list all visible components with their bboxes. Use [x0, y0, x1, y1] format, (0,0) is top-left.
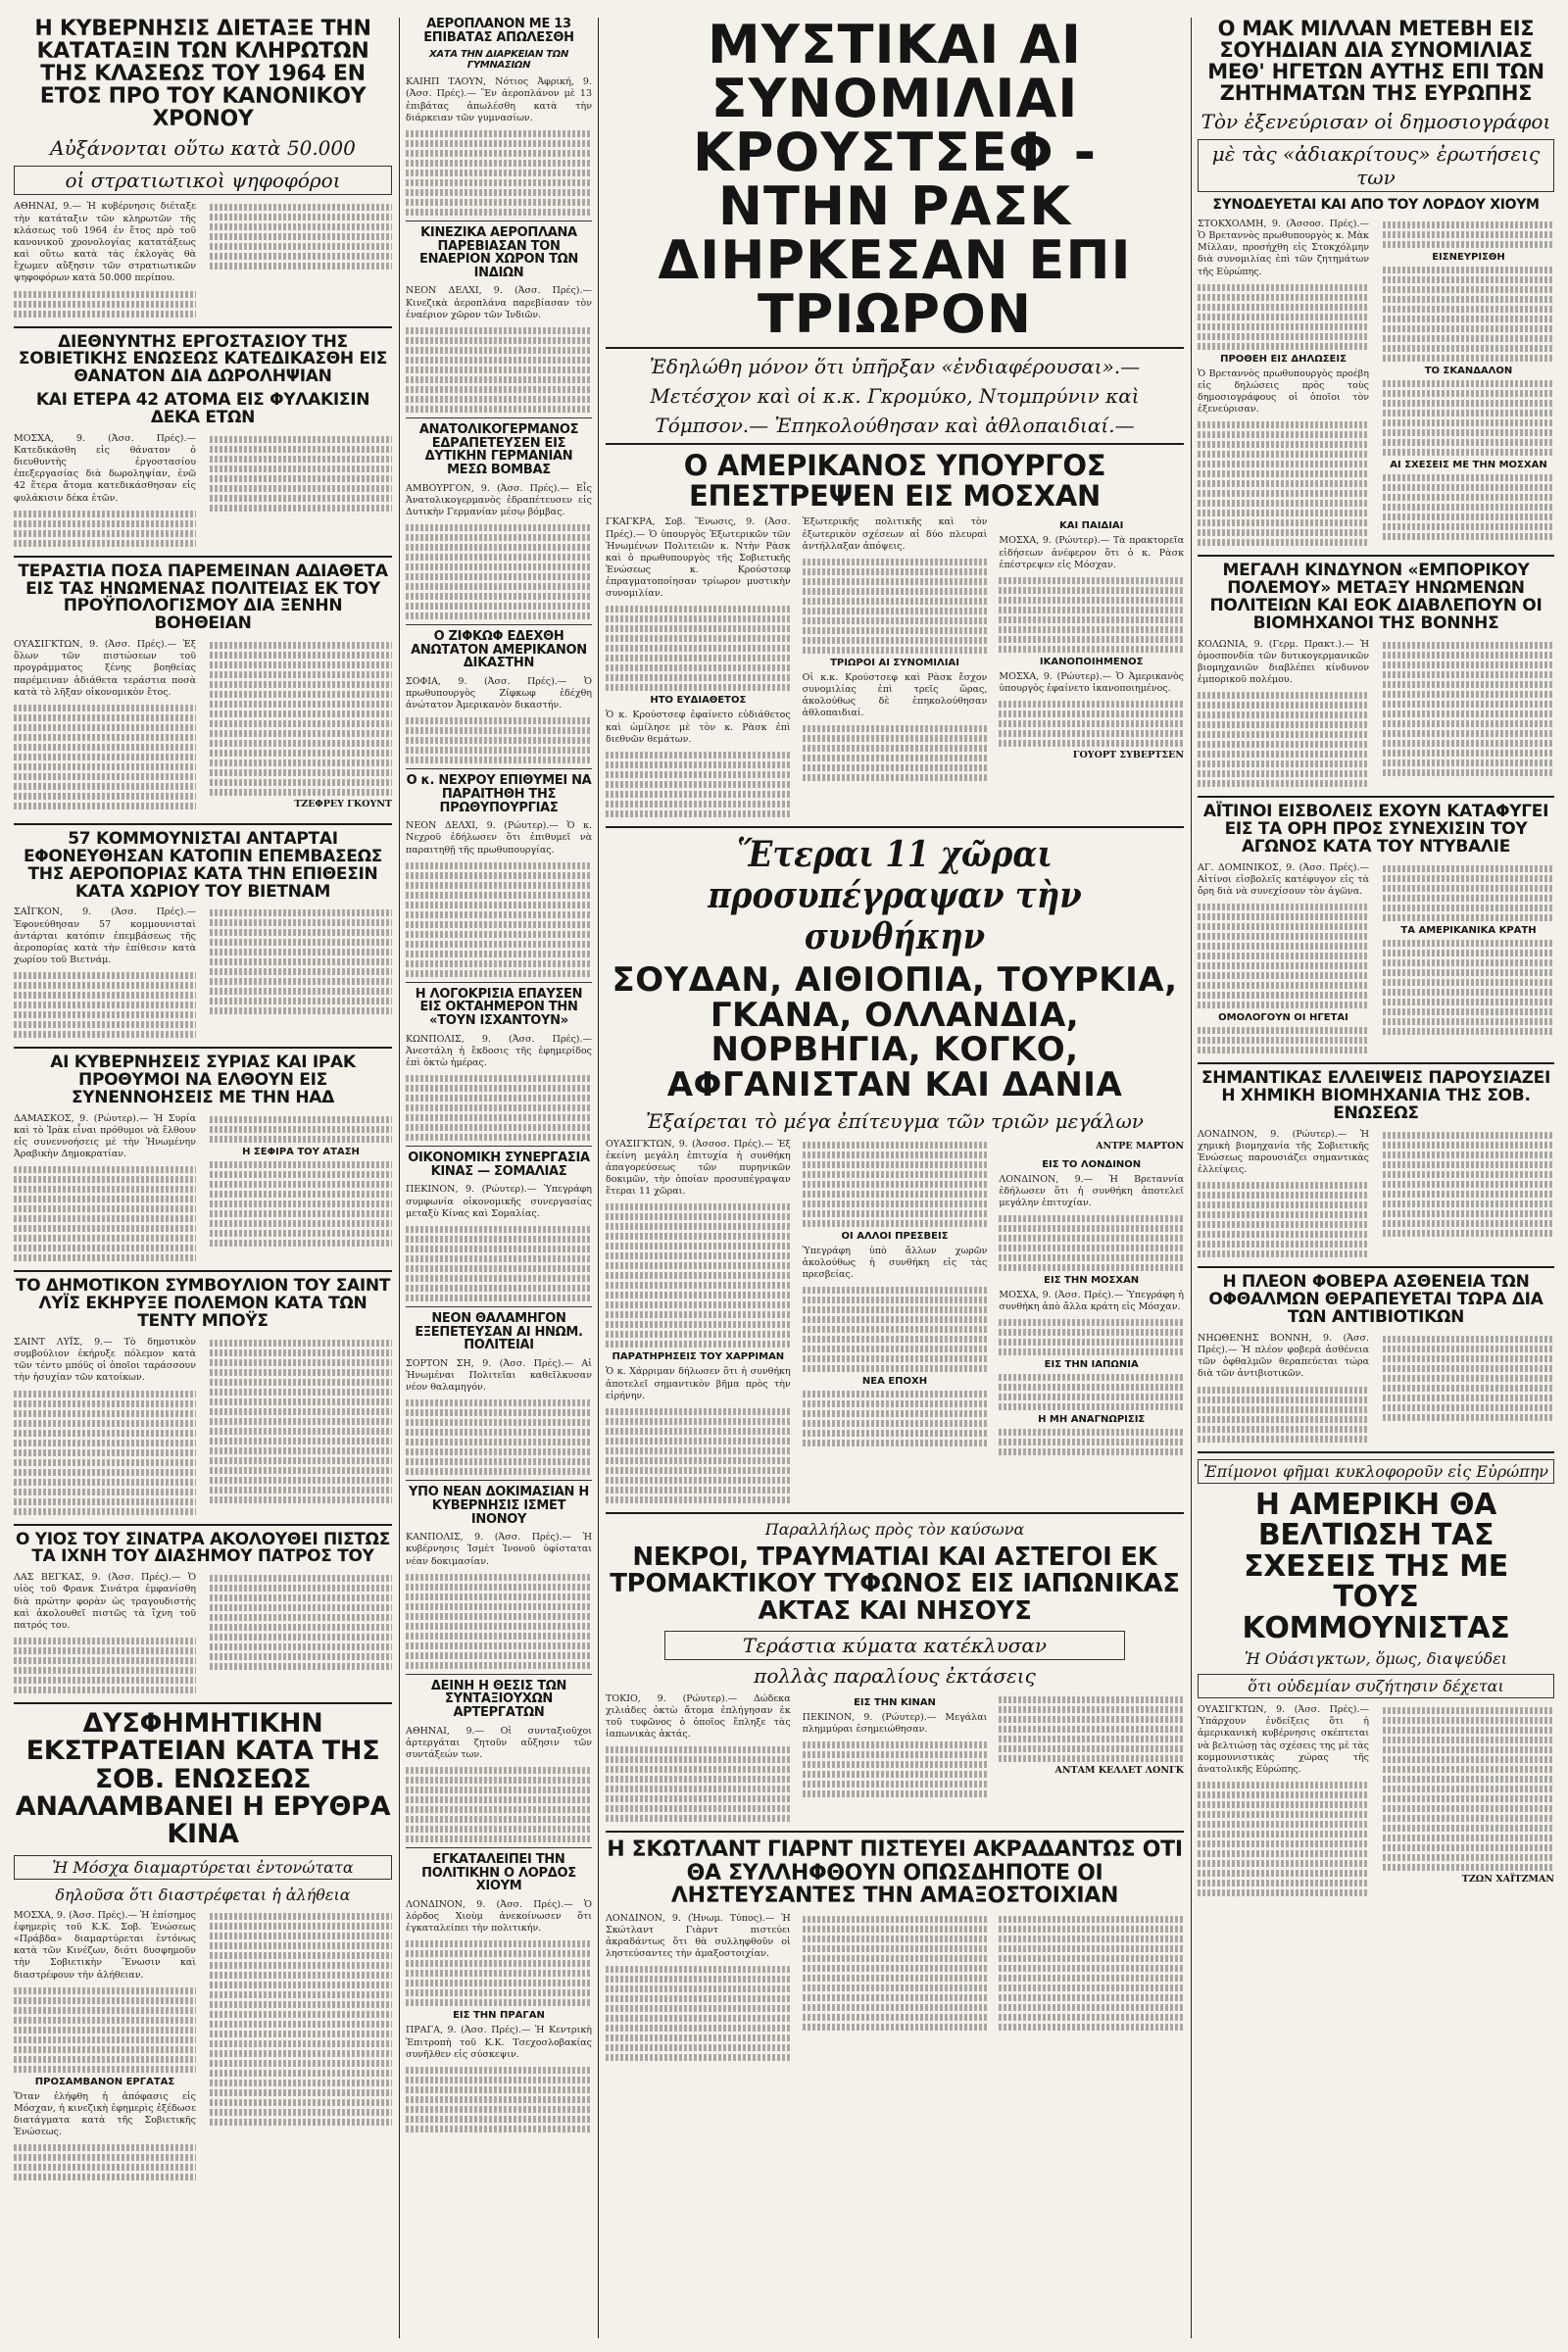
article-text: ΛΑΣ ΒΕΓΚΑΣ, 9. (Ἀσσ. Πρές).— Ὁ υἱὸς τοῦ Φρανκ Σινάτρα ἐμφανίσθη διὰ πρώτην φορὰν ὡς τραγουδιστὴς καὶ ἀκολουθεῖ πιστῶς τὰ ἴχνη τοῦ πατρός του. — [14, 1572, 196, 1631]
subheadline: οἱ στρατιωτικοὶ ψηφοφόροι — [14, 166, 392, 195]
headline-zhivkov: Ο ΖΙΦΚΩΦ ΕΔΕΧΘΗ ΑΝΩΤΑΤΟΝ ΑΜΕΡΙΚΑΝΟΝ ΔΙΚΑΣΤΗΝ — [411, 628, 587, 671]
headline-chinese-planes: ΚΙΝΕΖΙΚΑ ΑΕΡΟΠΛΑΝΑ ΠΑΡΕΒΙΑΣΑΝ ΤΟΝ ΕΝΑΕΡΙΟΝ ΧΩΡΟΝ ΤΩΝ ΙΝΔΙΩΝ — [419, 224, 578, 280]
byline: ΤΖΩΝ ΧΑΪΤΖΜΑΝ — [1461, 1874, 1554, 1886]
section-label: ΤΡΙΩΡΟΙ ΑΙ ΣΥΝΟΜΙΛΙΑΙ — [830, 657, 959, 668]
article-text: ΛΟΝΔΙΝΟΝ, 9. (Ἀσσ. Πρές).— Ὁ λόρδος Χιοὺμ ἀνεκοίνωσεν ὅτι ἐγκαταλείπει τὴν πολιτικήν. — [406, 1898, 592, 1935]
byline: ΓΟΥΟΡΤ ΣΥΒΕΡΤΣΕΝ — [1072, 750, 1185, 761]
section-label: ΤΟ ΣΚΑΝΔΑΛΟΝ — [1424, 365, 1513, 376]
article-text: ΟΥΑΣΙΓΚΤΩΝ, 9. (Ἀσσοσ. Πρές).— Ἐξ ἐκείνη μεγάλη ἐπιτυχία ἡ συνθήκη ἀπαγορεύσεως τῶν πυρηνικῶν δοκιμῶν, τὴν ὁποίαν προσυπέγραψαν ἕτεραι 11 χῶραι. — [606, 1138, 791, 1198]
subheadline: Ἡ Οὐάσιγκτων, ὅμως, διαψεύδει — [1245, 1649, 1507, 1669]
headline-lord-home: ΕΓΚΑΤΑΛΕΙΠΕΙ ΤΗΝ ΠΟΛΙΤΙΚΗΝ Ο ΛΟΡΔΟΣ ΧΙΟΥΜ — [421, 1852, 576, 1894]
subheadline: Τὸν ἐξενεύρισαν οἱ δημοσιογράφοι — [1200, 110, 1551, 134]
subheadline: ΚΑΙ ΕΤΕΡΑ 42 ΑΤΟΜΑ ΕΙΣ ΦΥΛΑΚΙΣΙΝ ΔΕΚΑ ΕΤΩΝ — [35, 390, 370, 427]
article-text: ΣΟΦΙΑ, 9. (Ἀσσ. Πρές).— Ὁ πρωθυπουργὸς Ζίφκωφ ἐδέχθη ἀνώτατον Ἀμερικανὸν δικαστήν. — [406, 675, 592, 711]
section-label: ΕΙΣ ΤΗΝ ΙΑΠΩΝΙΑ — [1044, 1359, 1139, 1371]
article-text: ΣΤΟΚΧΟΛΜΗ, 9. (Ἀσσοσ. Πρές).— Ὁ Βρεταννὸς πρωθυπουργὸς κ. Μὰκ Μίλλαν, προσήχθη εἰς Στοκχόλμην διὰ συνομιλίας ἐπὶ τῶν ζητημάτων τῆς Εὐρώπης. — [1198, 218, 1369, 277]
article-text: ΑΘΗΝΑΙ, 9.— Ἡ κυβέρνησις διέταξε τὴν κατάταξιν τῶν κληρωτῶν τῆς κλάσεως τοῦ 1964 ἐν ἔτος πρὸ τοῦ κανονικοῦ χρονολογίας κατατάξεως καὶ οὕτω κατὰ τὰς ἐκλογὰς θὰ ἔχωμεν αὔξησιν τῶν στρατιωτικῶν ψηφοφόρων κατὰ 50.000 περίπου. — [14, 201, 196, 284]
section-label: ΝΕΑ ΕΠΟΧΗ — [861, 1376, 928, 1388]
article-text: Ὅταν ἐλήφθη ἡ ἀπόφασις εἰς Μόσχαν, ἡ κινεζικὴ ἐφημερὶς ἐξέδωσε διατάγματα κατὰ τῆς Σοβιετικῆς Ἑνώσεως. — [14, 2090, 196, 2138]
headline-chemical: ΣΗΜΑΝΤΙΚΑΣ ΕΛΛΕΙΨΕΙΣ ΠΑΡΟΥΣΙΑΖΕΙ Η ΧΗΜΙΚΗ ΒΙΟΜΗΧΑΝΙΑ ΤΗΣ ΣΟΒ. ΕΝΩΣΕΩΣ — [1200, 1068, 1551, 1123]
article-text: Ὁ κ. Χάρριμαν δήλωσεν ὅτι ἡ συνθήκη ἀποτελεῖ σημαντικὸν βῆμα πρὸς τὴν εἰρήνην. — [606, 1366, 791, 1401]
article-text: ΠΡΑΓΑ, 9. (Ἀσσ. Πρές).— Ἡ Κεντρικὴ Ἐπιτροπὴ τοῦ Κ.Κ. Τσεχοσλοβακίας συνῆλθεν εἰς σύσκεψιν. — [406, 2025, 592, 2060]
article-text: ΟΥΑΣΙΓΚΤΩΝ, 9. (Ἀσσ. Πρές).— Ἐξ ὅλων τῶν πιστώσεων τοῦ προγράμματος ξένης βοηθείας παρέμειναν ἀδιάθετα τεράστια ποσὰ κατὰ τὸ λῆξαν οἰκονομικὸν ἔτος. — [14, 639, 196, 698]
article-text: ΓΚΑΓΚΡΑ, Σοβ. Ἕνωσις, 9. (Ἀσσ. Πρές).— Ὁ ὑπουργὸς Ἐξωτερικῶν τῶν Ἡνωμένων Πολιτειῶν κ. Ντὴν Ρὰσκ καὶ ὁ πρωθυπουργὸς τῆς Σοβιετικῆς Ἑνώσεως κ. Κρούστσεφ ἐπραγματοποίησαν τρίωρον μυστικὴν συνομιλίαν. — [606, 516, 791, 600]
section-label: ΠΡΟΣΑΜΒΑΝΟΝ ΕΡΓΑΤΑΣ — [34, 2076, 175, 2087]
section-label: ΠΡΟΘΕΗ ΕΙΣ ΔΗΛΩΣΕΙΣ — [1220, 353, 1347, 365]
treaty-headline: Ἕτεραι 11 χῶραι προσυπέγραψαν τὴν συνθήκην — [708, 833, 1082, 957]
byline: ΑΝΤΑΜ ΚΕΛΛΕΤ ΛΟΝΓΚ — [1054, 1764, 1185, 1776]
headline-syria-iraq: ΑΙ ΚΥΒΕΡΝΗΣΕΙΣ ΣΥΡΙΑΣ ΚΑΙ ΙΡΑΚ ΠΡΟΘΥΜΟΙ ΝΑ ΕΛΘΟΥΝ ΕΙΣ ΣΥΝΕΝΝΟΗΣΕΙΣ ΜΕ ΤΗΝ ΗΑΔ — [50, 1053, 356, 1107]
section-label: ΑΙ ΣΧΕΣΕΙΣ ΜΕ ΤΗΝ ΜΟΣΧΑΝ — [1390, 459, 1547, 470]
article-text: ΛΟΝΔΙΝΟΝ, 9. (Ρώυτερ).— Ἡ χημικὴ βιομηχανία τῆς Σοβιετικῆς Ἑνώσεως παρουσιάζει σημαντικὰς ἐλλείψεις. — [1198, 1128, 1369, 1176]
article-text: ΑΘΗΝΑΙ, 9.— Οἱ συνταξιοῦχοι ἀρτεργάται ζητοῦν αὔξησιν τῶν συντάξεών των. — [406, 1725, 592, 1760]
section-label: ΕΙΣΝΕΥΡΙΣΘΗ — [1432, 251, 1505, 263]
headline-rusk-returns: Ο ΑΜΕΡΙΚΑΝΟΣ ΥΠΟΥΡΓΟΣ ΕΠΕΣΤΡΕΨΕΝ ΕΙΣ ΜΟΣΧΑΝ — [683, 449, 1106, 513]
headline-scotland-yard: Η ΣΚΩΤΛΑΝΤ ΓΙΑΡΝΤ ΠΙΣΤΕΥΕΙ ΑΚΡΑΔΑΝΤΩΣ ΟΤΙ ΘΑ ΣΥΛΛΗΦΘΟΥΝ ΟΠΩΣΔΗΠΟΤΕ ΟΙ ΛΗΣΤΕΥΣΑΝΤΕΣ ΤΗΝ ΑΜΑΞΟΣΤΟΙΧΙΑΝ — [607, 1838, 1183, 1908]
article-text: ΟΥΑΣΙΓΚΤΩΝ, 9. (Ἀσσ. Πρές).— Ὑπάρχουν ἐνδείξεις ὅτι ἡ ἀμερικανικὴ κυβέρνησις σκέπτεται νὰ βελτιώσῃ τὰς σχέσεις της μὲ τὰς κομμουνιστικὰς χώρας τῆς ἀνατολικῆς Εὐρώπης. — [1198, 1704, 1369, 1775]
headline-inonu: ΥΠΟ ΝΕΑΝ ΔΟΚΙΜΑΣΙΑΝ Η ΚΥΒΕΡΝΗΣΙΣ ΙΣΜΕΤ ΙΝΟΝΟΥ — [409, 1485, 589, 1527]
article-text: ΚΑΝΠΟΛΙΣ, 9. (Ἀσσ. Πρές).— Ἡ κυβέρνησις Ἰσμὲτ Ἰνονοῦ ὑφίσταται νέαν δοκιμασίαν. — [406, 1532, 592, 1567]
section-label: Η ΣΕΦΙΡΑ ΤΟΥ ΑΤΑΣΗ — [242, 1146, 360, 1157]
column-rule — [598, 18, 599, 2338]
article-text: ΣΑΪΓΚΟΝ, 9. (Ἀσσ. Πρές).— Ἐφονεύθησαν 57 κομμουνισταὶ ἀντάρται κατόπιν ἐπεμβάσεως τῆς ἀεροπορίας κατὰ τὴν ἐπίθεσιν κατὰ χωρίου τοῦ Βιετνάμ. — [14, 906, 196, 966]
section-label: Η ΜΗ ΑΝΑΓΝΩΡΙΣΙΣ — [1038, 1414, 1146, 1426]
subheadline: πολλὰς παραλίους ἐκτάσεις — [754, 1663, 1036, 1688]
article-text: ΑΜΒΟΥΡΓΟΝ, 9. (Ἀσσ. Πρές).— Εἷς Ἀνατολικογερμανὸς ἐδραπέτευσεν εἰς Δυτικὴν Γερμανίαν μέσῳ βόμβας. — [406, 482, 592, 517]
headline-typhoon: ΝΕΚΡΟΙ, ΤΡΑΥΜΑΤΙΑΙ ΚΑΙ ΑΣΤΕΓΟΙ ΕΚ ΤΡΟΜΑΚΤΙΚΟΥ ΤΥΦΩΝΟΣ ΕΙΣ ΙΑΠΩΝΙΚΑΣ ΑΚΤΑΣ ΚΑΙ ΝΗΣΟΥΣ — [610, 1542, 1180, 1626]
subheadline: μὲ τὰς «ἀδιακρίτους» ἐρωτήσεις των — [1198, 139, 1554, 192]
headline-saint-louis: ΤΟ ΔΗΜΟΤΙΚΟΝ ΣΥΜΒΟΥΛΙΟΝ ΤΟΥ ΣΑΙΝΤ ΛΥΪΣ ΕΚΗΡΥΞΕ ΠΟΛΕΜΟΝ ΚΑΤΑ ΤΩΝ ΤΕΝΤΥ ΜΠΟΫΣ — [15, 1276, 391, 1332]
article-text: ΛΟΝΔΙΝΟΝ, 9. (Ἡνωμ. Τύπος).— Ἡ Σκώτλαντ Γιὰρντ πιστεύει ἀκραδάντως ὅτι θὰ συλληφθοῦν οἱ ληστεύσαντες τὴν ἀμαξοστοιχίαν. — [606, 1912, 791, 1960]
column-4 — [1198, 18, 1554, 1899]
headline-east-german: ΑΝΑΤΟΛΙΚΟΓΕΡΜΑΝΟΣ ΕΔΡΑΠΕΤΕΥΣΕΝ ΕΙΣ ΔΥΤΙΚΗΝ ΓΕΡΜΑΝΙΑΝ ΜΕΣΩ ΒΟΜΒΑΣ — [418, 421, 579, 477]
subheadline: Ἡ Μόσχα διαμαρτύρεται ἐντονώτατα — [14, 1855, 392, 1880]
headline-america-communists: Η ΑΜΕΡΙΚΗ ΘΑ ΒΕΛΤΙΩΣΗ ΤΑΣ ΣΧΕΣΕΙΣ ΤΗΣ ΜΕ ΤΟΥΣ ΚΟΜΜΟΥΝΙΣΤΑΣ — [1242, 1487, 1510, 1645]
headline-conscription: Η ΚΥΒΕΡΝΗΣΙΣ ΔΙΕΤΑΞΕ ΤΗΝ ΚΑΤΑΤΑΞΙΝ ΤΩΝ ΚΛΗΡΩΤΩΝ ΤΗΣ ΚΛΑΣΕΩΣ ΤΟΥ 1964 ΕΝ ΕΤΟΣ ΠΡΟ ΤΟΥ ΚΑΝΟΝΙΚΟΥ ΧΡΟΝΟΥ — [34, 17, 371, 132]
section-label: ΟΙ ΑΛΛΟΙ ΠΡΕΣΒΕΙΣ — [841, 1230, 949, 1242]
typhoon-kicker: Παραλλήλως πρὸς τὸν καύσωνα — [764, 1519, 1025, 1539]
article-text: ΤΟΚΙΟ, 9. (Ρώυτερ).— Δώδεκα χιλιάδες ὀκτὼ ἄτομα ἐπλήγησαν ἐκ τοῦ τυφῶνος ὁ ὁποῖος ἔπληξε τὰς ἰαπωνικὰς ἀκτάς. — [606, 1692, 791, 1740]
headline-plane-lost: ΑΕΡΟΠΛΑΝΟΝ ΜΕ 13 ΕΠΙΒΑΤΑΣ ΑΠΩΛΕΣΘΗ — [423, 17, 574, 45]
section-label: ΟΜΟΛΟΓΟΥΝ ΟΙ ΗΓΕΤΑΙ — [1218, 1012, 1348, 1024]
section-label: ΕΙΣ ΤΟ ΛΟΝΔΙΝΟΝ — [1042, 1158, 1142, 1170]
subheadline: Αὐξάνονται οὕτω κατὰ 50.000 — [50, 136, 356, 161]
article-text: ΣΑΙΝΤ ΛΥΪΣ, 9.— Τὸ δημοτικὸν συμβούλιον ἐκήρυξε πόλεμον κατὰ τῶν τέντυ μπόϋς οἱ ὁποῖοι ταράσσουν τὴν ἡσυχίαν τῶν κατοίκων. — [14, 1336, 196, 1384]
center-section — [606, 14, 1185, 2064]
article-text: ΚΩΝΠΟΛΙΣ, 9. (Ἀσσ. Πρές).— Ἀνεστάλη ἡ ἔκδοσις τῆς ἐφημερίδος ἐπὶ ὀκτὼ ἡμέρας. — [406, 1033, 592, 1068]
main-subheadline: Τόμπσον.— Ἐπηκολούθησαν καὶ ἀθλοπαιδιαί.— — [655, 414, 1135, 438]
main-headline: ΜΥΣΤΙΚΑΙ ΑΙ ΣΥΝΟΜΙΛΙΑΙ ΚΡΟΥΣΤΣΕΦ - ΝΤΗΝ ΡΑΣΚ ΔΙΗΡΚΕΣΑΝ ΕΠΙ ΤΡΙΩΡΟΝ — [658, 14, 1132, 346]
section-label: ΕΙΣ ΤΗΝ ΜΟΣΧΑΝ — [1044, 1275, 1140, 1287]
article-text: Ὁ Βρεταννὸς πρωθυπουργὸς προέβη εἰς δηλώσεις πρὸς τοὺς δημοσιογράφους οἱ ὁποῖοι τὸν ἐξενεύρισαν. — [1198, 368, 1369, 416]
article-text: ΠΕΚΙΝΟΝ, 9. (Ρώυτερ).— Μεγάλαι πλημμύραι ἐσημειώθησαν. — [802, 1711, 988, 1735]
article-text: ΣΟΡΤΟΝ ΣΗ, 9. (Ἀσσ. Πρές).— Αἱ Ἡνωμέναι Πολιτεῖαι καθεῖλκυσαν νέον θαλαμηγόν. — [406, 1357, 592, 1394]
headline-china-somalia: ΟΙΚΟΝΟΜΙΚΗ ΣΥΝΕΡΓΑΣΙΑ ΚΙΝΑΣ — ΣΟΜΑΛΙΑΣ — [408, 1151, 590, 1179]
column-rule — [399, 18, 400, 2338]
article-text: ΝΕΟΝ ΔΕΛΧΙ, 9. (Ἀσσ. Πρές).— Κινεζικὰ ἀεροπλάνα παρεβίασαν τὸν ἐναέριον χῶρον τῶν Ἰνδιῶν. — [406, 285, 592, 320]
subheadline: ὅτι οὐδεμίαν συζήτησιν δέχεται — [1198, 1674, 1554, 1698]
article-body — [14, 201, 392, 319]
headline-haiti: ΑΪΤΙΝΟΙ ΕΙΣΒΟΛΕΙΣ ΕΧΟΥΝ ΚΑΤΑΦΥΓΕΙ ΕΙΣ ΤΑ ΟΡΗ ΠΡΟΣ ΣΥΝΕΧΙΣΙΝ ΤΟΥ ΑΓΩΝΟΣ ΚΑΤΑ ΤΟΥ ΝΤΥΒΑΛΙΕ — [1202, 802, 1549, 857]
byline: ΑΝΤΡΕ ΜΑΡΤΟΝ — [1096, 1140, 1185, 1152]
article-text: ΜΟΣΧΑ, 9. (Ρώυτερ).— Ὁ Ἀμερικανὸς ὑπουργὸς ἐφαίνετο ἱκανοποιημένος. — [999, 670, 1185, 694]
article-text: ΚΟΛΩΝΙΑ, 9. (Γερμ. Πρακτ.).— Ἡ ὁμοσπονδία τῶν δυτικογερμανικῶν βιομηχανιῶν διαβλέπει κίνδυνον ἐμπορικοῦ πολέμου. — [1198, 638, 1369, 686]
byline: ΤΖΕΦΡΕΥ ΓΚΟΥΝΤ — [294, 799, 392, 810]
subheadline: ΧΑΤΑ ΤΗΝ ΔΙΑΡΚΕΙΑΝ ΤΩΝ ΓΥΜΝΑΣΙΩΝ — [428, 49, 569, 71]
column-rule — [1191, 18, 1192, 2338]
article-text: Οἱ κ.κ. Κρούστσεφ καὶ Ρὰσκ ἔσχον συνομιλίας ἐπὶ τρεῖς ὥρας, ἀκολούθως δὲ ἐπηκολούθησαν ἀθλοπαιδιαί. — [802, 671, 988, 719]
section-label: ΗΤΟ ΕΥΔΙΑΘΕΤΟΣ — [650, 695, 747, 707]
article-text: ΚΑΙΗΠ ΤΑΟΥΝ, Νότιος Ἀφρική, 9. (Ἀσσ. Πρές).— Ἓν ἀεροπλάνον μὲ 13 ἐπιβάτας ἀπωλέσθη κατὰ τὴν διάρκειαν τῶν γυμνασίων. — [406, 76, 592, 123]
subheadline: δηλοῦσα ὅτι διαστρέφεται ἡ ἀλήθεια — [55, 1885, 351, 1904]
headline-macmillan: Ο ΜΑΚ ΜΙΛΛΑΝ ΜΕΤΕΒΗ ΕΙΣ ΣΟΥΗΔΙΑΝ ΔΙΑ ΣΥΝΟΜΙΛΙΑΣ ΜΕΘ' ΗΓΕΤΩΝ ΑΥΤΗΣ ΕΠΙ ΤΩΝ ΖΗΤΗΜΑΤΩΝ ΤΗΣ ΕΥΡΩΠΗΣ — [1207, 17, 1544, 106]
headline-soviet-director: ΔΙΕΘΝΥΝΤΗΣ ΕΡΓΟΣΤΑΣΙΟΥ ΤΗΣ ΣΟΒΙΕΤΙΚΗΣ ΕΝΩΣΕΩΣ ΚΑΤΕΔΙΚΑΣΘΗ ΕΙΣ ΘΑΝΑΤΟΝ ΔΙΑ ΔΩΡΟΛΗΨΙΑΝ — [18, 331, 388, 387]
article-text: ΜΟΣΧΑ, 9. (Ἀσσ. Πρές).— Κατεδικάσθη εἰς θάνατον ὁ διευθυντὴς ἐργοστασίου ἐπεξεργασίας διὰ δωροληψίαν, ἐνῶ 42 ἕτερα ἄτομα κατεδικάσθησαν εἰς φυλάκισιν δέκα ἐτῶν. — [14, 432, 196, 504]
subheadline: Ἐξαίρεται τὸ μέγα ἐπίτευγμα τῶν τριῶν μεγάλων — [646, 1108, 1144, 1133]
headline-yacht: ΝΕΟΝ ΘΑΛΑΜΗΓΟΝ ΕΞΕΠΕΤΕΥΣΑΝ ΑΙ ΗΝΩΜ. ΠΟΛΙΤΕΙΑΙ — [415, 1310, 583, 1353]
article-text: ΑΓ. ΔΟΜΙΝΙΚΟΣ, 9. (Ἀσσ. Πρές).— Αἰτίνοι εἰσβολεῖς κατέφυγον εἰς τὰ ὄρη διὰ νὰ συνεχίσουν τὸν ἀγῶνα. — [1198, 861, 1369, 898]
kicker: Ἐπίμονοι φῆμαι κυκλοφοροῦν εἰς Εὐρώπην — [1198, 1459, 1554, 1484]
section-label: ΠΑΡΑΤΗΡΗΣΕΙΣ ΤΟΥ ΧΑΡΡΙΜΑΝ — [612, 1351, 785, 1363]
headline-censorship: Η ΛΟΓΟΚΡΙΣΙΑ ΕΠΑΥΣΕΝ ΕΙΣ ΟΚΤΑΗΜΕΡΟΝ ΤΗΝ «ΤΟΥΝ ΙΣΧΑΝΤΟΥΝ» — [415, 986, 583, 1029]
subheadline: ΣΥΝΟΔΕΥΕΤΑΙ ΚΑΙ ΑΠΟ ΤΟΥ ΛΟΡΔΟΥ ΧΙΟΥΜ — [1212, 197, 1540, 214]
article-text: ΝΗΩΘΕΝΗΣ ΒΟΝΝΗ, 9. (Ἀσσ. Πρές).— Ἡ πλέον φοβερὰ ἀσθένεια τῶν ὀφθαλμῶν θεραπεύεται τώρα διὰ τῶν ἀντιβιοτικῶν. — [1198, 1332, 1369, 1380]
headline-us-aid: ΤΕΡΑΣΤΙΑ ΠΟΣΑ ΠΑΡΕΜΕΙΝΑΝ ΑΔΙΑΘΕΤΑ ΕΙΣ ΤΑΣ ΗΝΩΜΕΝΑΣ ΠΟΛΙΤΕΙΑΣ ΕΚ ΤΟΥ ΠΡΟΫΠΟΛΟΓΙΣΜΟΥ ΔΙΑ ΞΕΝΗΝ ΒΟΗΘΕΙΑΝ — [18, 561, 388, 634]
section-label: ΚΑΙ ΠΑΙΔΙΑΙ — [1058, 520, 1124, 532]
main-subheadline: Μετέσχον καὶ οἱ κ.κ. Γκρομύκο, Ντομπρύνιν καὶ — [650, 384, 1140, 409]
column-1 — [14, 18, 392, 2183]
headline-bakers: ΔΕΙΝΗ Η ΘΕΣΙΣ ΤΩΝ ΣΥΝΤΑΞΙΟΥΧΩΝ ΑΡΤΕΡΓΑΤΩΝ — [430, 1678, 567, 1720]
article-text: Ἐξωτερικῆς πολιτικῆς καὶ τὸν ἐξωτερικὸν σχέσεων αἱ δύο πλευραὶ ἀντήλλαξαν ἀπόψεις. — [802, 516, 988, 552]
section-label: ΕΙΣ ΤΗΝ ΠΡΑΓΑΝ — [453, 2010, 545, 2022]
headline-sinatra-son: Ο ΥΙΟΣ ΤΟΥ ΣΙΝΑΤΡΑ ΑΚΟΛΟΥΘΕΙ ΠΙΣΤΩΣ ΤΑ ΙΧΝΗ ΤΟΥ ΔΙΑΣΗΜΟΥ ΠΑΤΡΟΣ ΤΟΥ — [15, 1529, 391, 1567]
headline-eye-disease: Η ΠΛΕΟΝ ΦΟΒΕΡΑ ΑΣΘΕΝΕΙΑ ΤΩΝ ΟΦΘΑΛΜΩΝ ΘΕΡΑΠΕΥΕΤΑΙ ΤΩΡΑ ΔΙΑ ΤΩΝ ΑΝΤΙΒΙΟΤΙΚΩΝ — [1208, 1272, 1544, 1328]
section-label: ΕΙΣ ΤΗΝ ΚΙΝΑΝ — [854, 1696, 936, 1708]
headline-nehru: Ο κ. ΝΕΧΡΟΥ ΕΠΙΘΥΜΕΙ ΝΑ ΠΑΡΑΙΤΗΘΗ ΤΗΣ ΠΡΩΘΥΠΟΥΡΓΙΑΣ — [406, 773, 592, 815]
article-text: ΛΟΝΔΙΝΟΝ, 9.— Ἡ Βρεταννία ἐδήλωσεν ὅτι ἡ συνθήκη ἀποτελεῖ μεγάλην ἐπιτυχίαν. — [999, 1173, 1185, 1208]
section-label: ΙΚΑΝΟΠΟΙΗΜΕΝΟΣ — [1039, 656, 1144, 667]
article-text: Ὁ κ. Κρούστσεφ ἐφαίνετο εὐδιάθετος καὶ ὡμίλησε μὲ τὸν κ. Ρὰσκ ἐπὶ διεθνῶν θεμάτων. — [606, 710, 791, 745]
main-subheadline: Ἐδηλώθη μόνον ὅτι ὑπῆρξαν «ἐνδιαφέρουσαι».— — [649, 355, 1141, 379]
article-text: ΜΟΣΧΑ, 9. (Ἀσσ. Πρές).— Ἡ ἐπίσημος ἐφημερὶς τοῦ Κ.Κ. Σοβ. Ἐνώσεως «Πράβδα» διαμαρτύρεται ἐντόνως κατὰ τῶν Κινέζων, διότι δυσφημοῦν τὴν Σοβιετικὴν Ἕνωσιν καὶ διαστρέφουν τὴν ἀλήθειαν. — [14, 1909, 196, 1981]
headline-trade-war: ΜΕΓΑΛΗ ΚΙΝΔΥΝΟΝ «ΕΜΠΟΡΙΚΟΥ ΠΟΛΕΜΟΥ» ΜΕΤΑΞΥ ΗΝΩΜΕΝΩΝ ΠΟΛΙΤΕΙΩΝ ΚΑΙ ΕΟΚ ΔΙΑΒΛΕΠΟΥΝ ΟΙ ΒΙΟΜΗΧΑΝΟΙ ΤΗΣ ΒΟΝΝΗΣ — [1209, 561, 1543, 633]
article-text: Ὑπεγράφη ὑπὸ ἄλλων χωρῶν ἀκολούθως ἡ συνθήκη εἰς τὰς πρεσβείας. — [802, 1245, 988, 1280]
article-text: ΠΕΚΙΝΟΝ, 9. (Ρώυτερ).— Ὑπεγράφη συμφωνία οἰκονομικῆς συνεργασίας μεταξὺ Κίνας καὶ Σομαλίας. — [406, 1184, 592, 1219]
section-label: ΤΑ ΑΜΕΡΙΚΑΝΙΚΑ ΚΡΑΤΗ — [1400, 924, 1537, 936]
article-text: ΜΟΣΧΑ, 9. (Ρώυτερ).— Τὰ πρακτορεῖα εἰδήσεων ἀνέφερον ὅτι ὁ κ. Ρὰσκ ἐπέστρεψεν εἰς Μόσχαν. — [999, 535, 1185, 570]
countries-headline: ΣΟΥΔΑΝ, ΑΙΘΙΟΠΙΑ, ΤΟΥΡΚΙΑ, ΓΚΑΝΑ, ΟΛΛΑΝΔΙΑ, ΝΟΡΒΗΓΙΑ, ΚΟΓΚΟ, ΑΦΓΑΝΙΣΤΑΝ ΚΑΙ ΔΑΝΙΑ — [612, 959, 1178, 1104]
article-text: ΝΕΟΝ ΔΕΛΧΙ, 9. (Ρώυτερ).— Ὁ κ. Νεχροῦ ἐδήλωσεν ὅτι ἐπιθυμεῖ νὰ παραιτηθῇ τῆς πρωθυπουργίας. — [406, 820, 592, 856]
subheadline: Τεράστια κύματα κατέκλυσαν — [664, 1631, 1125, 1660]
headline-vietnam: 57 ΚΟΜΜΟΥΝΙΣΤΑΙ ΑΝΤΑΡΤΑΙ ΕΦΟΝΕΥΘΗΣΑΝ ΚΑΤΟΠΙΝ ΕΠΕΜΒΑΣΕΩΣ ΤΗΣ ΑΕΡΟΠΟΡΙΑΣ ΚΑΤΑ ΤΗΝ ΕΠΙΘΕΣΙΝ ΚΑΤΑ ΧΩΡΙΟΥ ΤΟΥ ΒΙΕΤΝΑΜ — [23, 829, 383, 902]
article-text: ΔΑΜΑΣΚΟΣ, 9. (Ρώυτερ).— Ἡ Συρία καὶ τὸ Ἰρὰκ εἶναι πρόθυμοι νὰ ἔλθουν εἰς συνεννοήσεις μὲ τὴν Ἡνωμένην Ἀραβικὴν Δημοκρατίαν. — [14, 1112, 196, 1160]
column-2 — [406, 18, 592, 2135]
article-text: ΜΟΣΧΑ, 9. (Ἀσσ. Πρές).— Ὑπεγράφη ἡ συνθήκη ἀπὸ ἄλλα κράτη εἰς Μόσχαν. — [999, 1290, 1185, 1313]
headline-red-china: ΔΥΣΦΗΜΗΤΙΚΗΝ ΕΚΣΤΡΑΤΕΙΑΝ ΚΑΤΑ ΤΗΣ ΣΟΒ. ΕΝΩΣΕΩΣ ΑΝΑΛΑΜΒΑΝΕΙ Η ΕΡΥΘΡΑ ΚΙΝΑ — [15, 1708, 391, 1850]
